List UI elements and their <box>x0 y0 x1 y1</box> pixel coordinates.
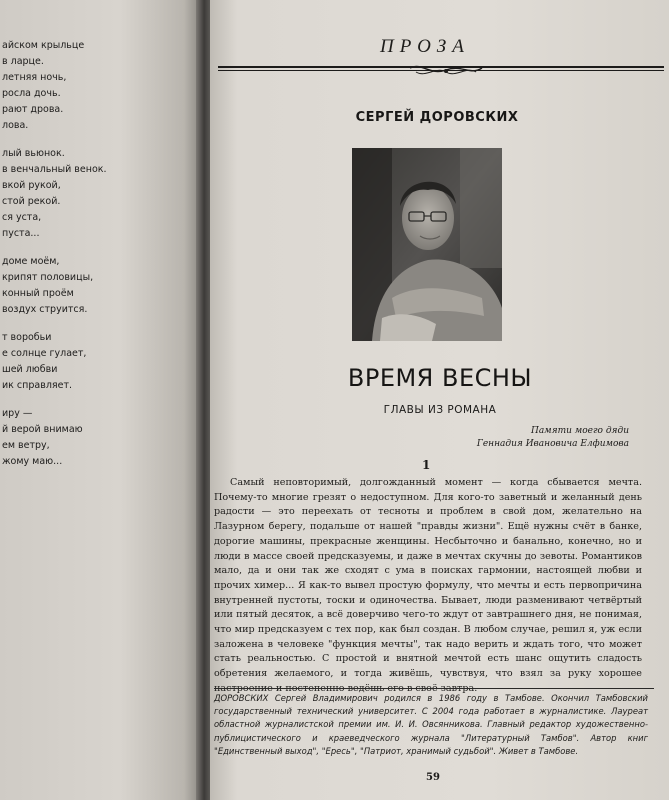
poem-line: лый вьюнок. <box>2 148 65 159</box>
page-number: 59 <box>426 772 440 783</box>
poem-line: воздух струится. <box>2 304 88 315</box>
bio-divider <box>214 688 654 689</box>
left-page <box>0 0 200 800</box>
poem-line: доме моём, <box>2 256 60 267</box>
body-paragraph: Самый неповторимый, долгожданный момент — когда сбывается мечта. Почему-то многие грезят о недоступном. Для кого-то заветный и желанный день радости — это переехать от тесноты и проблем в свой дом, желательно на Лазурном берегу, подальше от нашей "правды жизни". Ещё нужны счёт в банке, дорогие машины, прекрасные женщины. Несбыточно и банально, конечно, но и люди в массе своей предсказуемы, и даже в мечтах скучны до зевоты. Романтиков мало, да и они так же сходят с ума в поисках гармонии, настоящей любви и прочих химер... Я как-то вывел простую формулу, что мечты и есть первопричина внутренней пустоты, тоски и одиночества. Бывает, люди разменивают четвёртый или пятый десяток, а всё доверчиво чего-то ждут от завтрашнего дня, не понимая, что мир предсказуем с тех пор, как был создан. В любом случае, решил я, уж если заложена в человеке "функция мечты", так надо верить и ждать того, что может стать реальностью. С простой и внятной мечтой есть шанс ощутить сладость обретения желаемого, и тогда живёшь, чувствуя, что взял за руку хорошее настроение и постепенно ведёшь его в своё завтра. <box>214 477 642 694</box>
author-photo <box>352 148 502 341</box>
poem-line: в венчальный венок. <box>2 164 107 175</box>
poem-line: иру — <box>2 408 33 419</box>
poem-line: летняя ночь, <box>2 72 67 83</box>
poem-line: ик справляет. <box>2 380 73 391</box>
poem-line: конный проём <box>2 288 74 299</box>
poem-line: пуста... <box>2 228 40 239</box>
author-bio: ДОРОВСКИХ Сергей Владимирович родился в 1986 году в Тамбове. Окончил Тамбовский государственный технический университет. С 2004 года работает в журналистике. Лауреат областной журналистской премии им. И. И. Овсянникова. Главный редактор художественно-публицистического и краеведческого журнала "Литературный Тамбов". Автор книг "Единственный выход", "Ересь", "Патриот, хранимый судьбой". Живет в Тамбове. <box>214 693 648 756</box>
poem-line: айском крыльце <box>2 40 85 51</box>
poem-line: крипят половицы, <box>2 272 94 283</box>
chapter-number: 1 <box>422 458 431 472</box>
story-title: ВРЕМЯ ВЕСНЫ <box>347 364 533 392</box>
poem-line: в ларце. <box>2 56 44 67</box>
poem-line: шей любви <box>2 364 58 375</box>
poem-line: жому маю... <box>2 456 63 467</box>
section-header: ПРОЗА <box>380 36 470 57</box>
poem-line: росла дочь. <box>2 88 61 99</box>
poem-line: й верой внимаю <box>2 424 83 435</box>
poem-line: стой рекой. <box>2 196 61 207</box>
poem-line: е солнце гулает, <box>2 348 87 359</box>
author-name: СЕРГЕЙ ДОРОВСКИХ <box>355 110 519 125</box>
poem-line: ем ветру, <box>2 440 50 451</box>
poem-line: вкой рукой, <box>2 180 61 191</box>
poem-line: ся уста, <box>2 212 42 223</box>
dedication-line-2: Геннадия Ивановича Елфимова <box>476 439 629 449</box>
right-page <box>210 0 669 800</box>
ornament-icon <box>406 60 486 80</box>
poem-line: лова. <box>2 120 29 131</box>
author-portrait-image <box>352 148 502 341</box>
story-subtitle: ГЛАВЫ ИЗ РОМАНА <box>383 404 497 416</box>
poem-line: т воробьи <box>2 332 52 343</box>
poem-line: рают дрова. <box>2 104 64 115</box>
dedication-line-1: Памяти моего дяди <box>530 426 629 436</box>
